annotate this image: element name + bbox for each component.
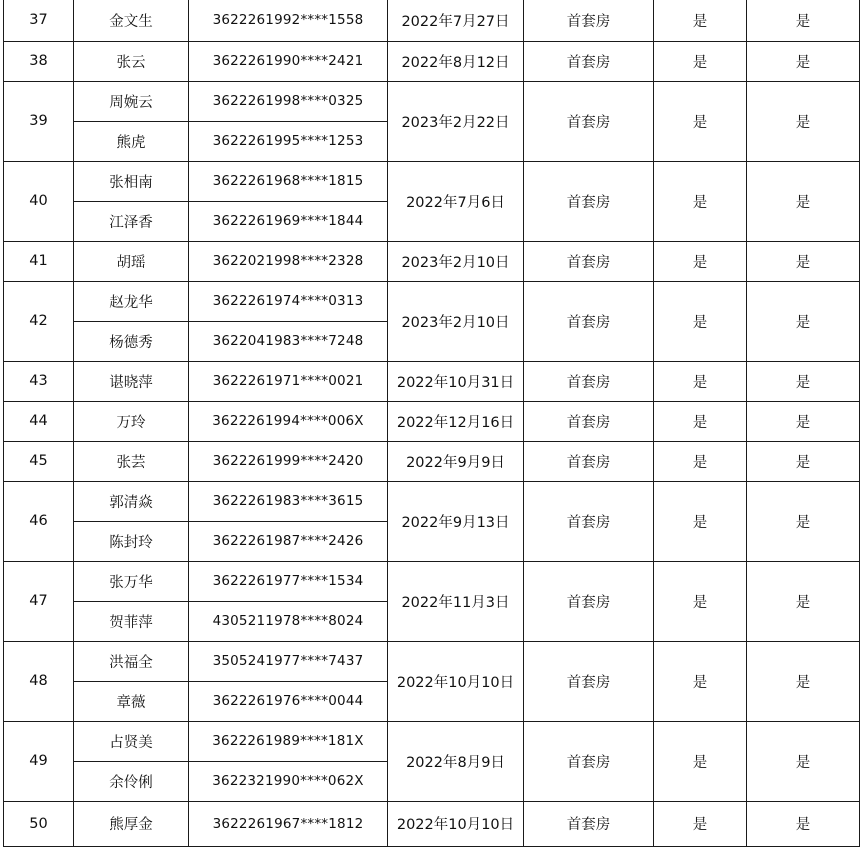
table-row: [4, 641, 860, 681]
row-number-cell: 45: [4, 441, 74, 481]
condition-2-cell: 是: [747, 81, 860, 161]
condition-1-cell: 是: [654, 481, 747, 561]
table-row: [4, 721, 860, 761]
row-number-cell: 50: [4, 801, 74, 846]
name-cell: 洪福全: [74, 641, 189, 681]
date-cell: 2023年2月10日: [388, 281, 524, 361]
condition-2-cell: 是: [747, 281, 860, 361]
id-number-cell: 3622261998****0325: [189, 81, 388, 121]
id-number-cell: 3622041983****7248: [189, 321, 388, 361]
applicant-table: [3, 0, 860, 847]
house-type-cell: 首套房: [524, 81, 654, 161]
condition-2-cell: 是: [747, 241, 860, 281]
condition-1-cell: 是: [654, 721, 747, 801]
date-cell: 2022年11月3日: [388, 561, 524, 641]
row-number-cell: 41: [4, 241, 74, 281]
condition-1-cell: 是: [654, 641, 747, 721]
row-number-cell: 39: [4, 81, 74, 161]
house-type-cell: 首套房: [524, 641, 654, 721]
name-cell: 熊厚金: [74, 801, 189, 846]
id-number-cell: 3505241977****7437: [189, 641, 388, 681]
id-number-cell: 3622261990****2421: [189, 41, 388, 81]
id-number-cell: 3622021998****2328: [189, 241, 388, 281]
date-cell: 2022年9月13日: [388, 481, 524, 561]
id-number-cell: 3622261968****1815: [189, 161, 388, 201]
name-cell: 张相南: [74, 161, 189, 201]
condition-1-cell: 是: [654, 361, 747, 401]
house-type-cell: 首套房: [524, 801, 654, 846]
house-type-cell: 首套房: [524, 281, 654, 361]
id-number-cell: 3622261999****2420: [189, 441, 388, 481]
name-cell: 张芸: [74, 441, 189, 481]
table-row: [4, 481, 860, 521]
name-cell: 江泽香: [74, 201, 189, 241]
name-cell: 胡瑶: [74, 241, 189, 281]
condition-1-cell: 是: [654, 441, 747, 481]
name-cell: 万玲: [74, 401, 189, 441]
condition-2-cell: 是: [747, 801, 860, 846]
row-number-cell: 40: [4, 161, 74, 241]
name-cell: 杨德秀: [74, 321, 189, 361]
house-type-cell: 首套房: [524, 161, 654, 241]
condition-2-cell: 是: [747, 641, 860, 721]
row-number-cell: 48: [4, 641, 74, 721]
condition-2-cell: 是: [747, 41, 860, 81]
id-number-cell: 3622261976****0044: [189, 681, 388, 721]
name-cell: 贺菲萍: [74, 601, 189, 641]
row-number-cell: 38: [4, 41, 74, 81]
id-number-cell: 3622321990****062X: [189, 761, 388, 801]
table-row: [4, 561, 860, 601]
id-number-cell: 3622261967****1812: [189, 801, 388, 846]
house-type-cell: 首套房: [524, 441, 654, 481]
id-number-cell: 3622261983****3615: [189, 481, 388, 521]
date-cell: 2022年8月9日: [388, 721, 524, 801]
row-number-cell: 49: [4, 721, 74, 801]
table-row: [4, 161, 860, 201]
condition-1-cell: 是: [654, 161, 747, 241]
table-row: [4, 441, 860, 481]
house-type-cell: 首套房: [524, 481, 654, 561]
condition-1-cell: 是: [654, 41, 747, 81]
name-cell: 谌晓萍: [74, 361, 189, 401]
name-cell: 赵龙华: [74, 281, 189, 321]
name-cell: 周婉云: [74, 81, 189, 121]
date-cell: 2022年12月16日: [388, 401, 524, 441]
id-number-cell: 3622261987****2426: [189, 521, 388, 561]
name-cell: 金文生: [74, 0, 189, 41]
house-type-cell: 首套房: [524, 361, 654, 401]
condition-1-cell: 是: [654, 801, 747, 846]
date-cell: 2022年7月27日: [388, 0, 524, 41]
house-type-cell: 首套房: [524, 401, 654, 441]
table-row: [4, 241, 860, 281]
table-body: [4, 0, 860, 846]
date-cell: 2023年2月22日: [388, 81, 524, 161]
house-type-cell: 首套房: [524, 561, 654, 641]
name-cell: 张万华: [74, 561, 189, 601]
name-cell: 陈封玲: [74, 521, 189, 561]
id-number-cell: 3622261971****0021: [189, 361, 388, 401]
date-cell: 2022年10月10日: [388, 641, 524, 721]
id-number-cell: 3622261994****006X: [189, 401, 388, 441]
table-row: [4, 81, 860, 121]
row-number-cell: 46: [4, 481, 74, 561]
id-number-cell: 3622261977****1534: [189, 561, 388, 601]
row-number-cell: 47: [4, 561, 74, 641]
condition-1-cell: 是: [654, 81, 747, 161]
name-cell: 余伶俐: [74, 761, 189, 801]
id-number-cell: 3622261989****181X: [189, 721, 388, 761]
row-number-cell: 42: [4, 281, 74, 361]
table-row: [4, 361, 860, 401]
name-cell: 熊虎: [74, 121, 189, 161]
date-cell: 2023年2月10日: [388, 241, 524, 281]
house-type-cell: 首套房: [524, 721, 654, 801]
condition-2-cell: 是: [747, 401, 860, 441]
condition-2-cell: 是: [747, 0, 860, 41]
condition-1-cell: 是: [654, 241, 747, 281]
name-cell: 张云: [74, 41, 189, 81]
date-cell: 2022年10月10日: [388, 801, 524, 846]
condition-1-cell: 是: [654, 281, 747, 361]
condition-2-cell: 是: [747, 161, 860, 241]
id-number-cell: 4305211978****8024: [189, 601, 388, 641]
row-number-cell: 43: [4, 361, 74, 401]
id-number-cell: 3622261969****1844: [189, 201, 388, 241]
house-type-cell: 首套房: [524, 41, 654, 81]
id-number-cell: 3622261992****1558: [189, 0, 388, 41]
id-number-cell: 3622261974****0313: [189, 281, 388, 321]
row-number-cell: 37: [4, 0, 74, 41]
table-row: [4, 401, 860, 441]
date-cell: 2022年9月9日: [388, 441, 524, 481]
name-cell: 章薇: [74, 681, 189, 721]
row-number-cell: 44: [4, 401, 74, 441]
house-type-cell: 首套房: [524, 241, 654, 281]
table-row: [4, 281, 860, 321]
date-cell: 2022年8月12日: [388, 41, 524, 81]
table-row: [4, 0, 860, 41]
condition-1-cell: 是: [654, 0, 747, 41]
name-cell: 郭清焱: [74, 481, 189, 521]
condition-2-cell: 是: [747, 561, 860, 641]
id-number-cell: 3622261995****1253: [189, 121, 388, 161]
house-type-cell: 首套房: [524, 0, 654, 41]
condition-2-cell: 是: [747, 481, 860, 561]
condition-1-cell: 是: [654, 401, 747, 441]
date-cell: 2022年10月31日: [388, 361, 524, 401]
date-cell: 2022年7月6日: [388, 161, 524, 241]
condition-1-cell: 是: [654, 561, 747, 641]
condition-2-cell: 是: [747, 721, 860, 801]
name-cell: 占贤美: [74, 721, 189, 761]
table-row: [4, 41, 860, 81]
condition-2-cell: 是: [747, 441, 860, 481]
table-row: [4, 801, 860, 846]
condition-2-cell: 是: [747, 361, 860, 401]
